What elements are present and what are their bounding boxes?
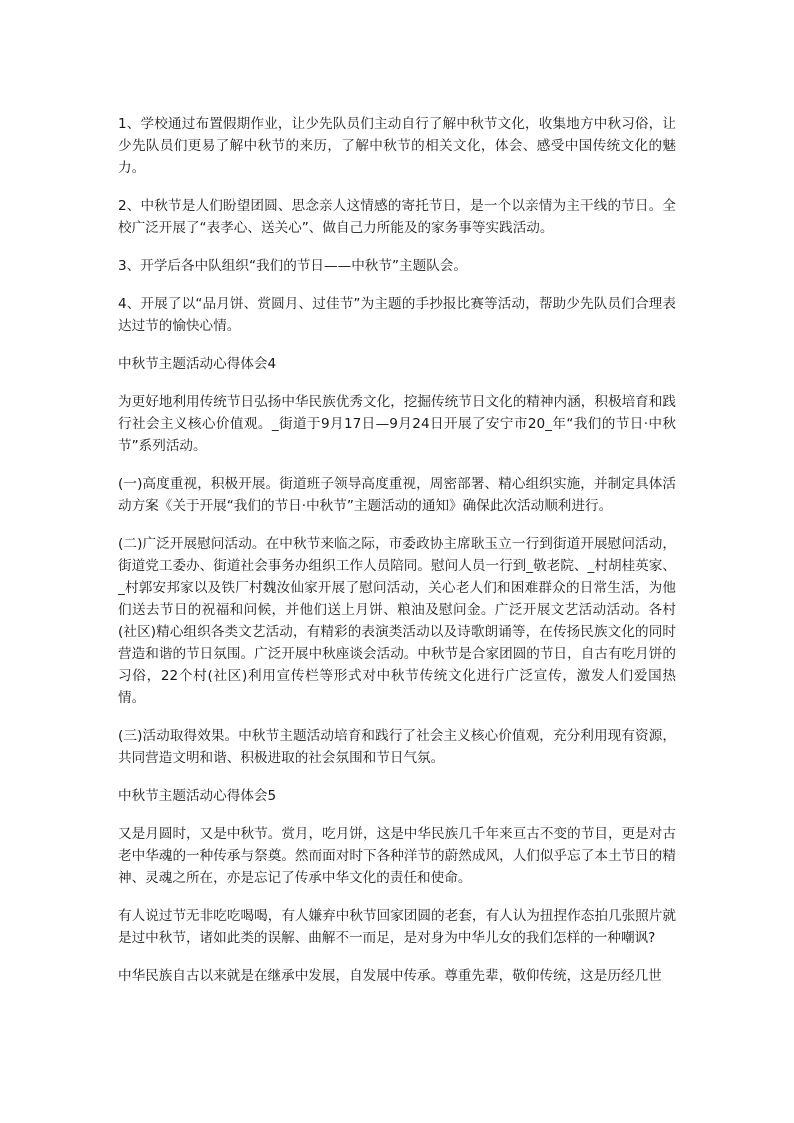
- document-body: [118, 113, 676, 1003]
- paragraph-5: 为更好地利用传统节日弘扬中华民族优秀文化，挖掘传统节日文化的精神内涵，积极培育和践行社会主义核心价值观。_街道于9月17日—9月24日开展了安宁市20_年“我们的节日·中秋节”系列活动。: [118, 394, 676, 454]
- paragraph-4: 4、开展了以“品月饼、赏圆月、过佳节”为主题的手抄报比赛等活动，帮助少先队员们合理表达过节的愉快心情。: [118, 296, 676, 334]
- section-heading-4: 中秋节主题活动心得体会4: [118, 356, 277, 372]
- paragraph-9: 又是月圆时，又是中秋节。赏月，吃月饼，这是中华民族几千年来亘古不变的节目，更是对古老中华魂的一种传承与祭奠。然而面对时下各种洋节的蔚然成风，人们似乎忘了本土节日的精神、灵魂之所在，亦是忘记了传承中华文化的责任和使命。: [118, 826, 676, 886]
- paragraph-7: (二)广泛开展慰问活动。在中秋节来临之际，市委政协主席耿玉立一行到街道开展慰问活动，街道党工委办、街道社会事务办组织工作人员陪同。慰问人员一行到_敬老院、_村胡桂英家、_村郭安邦家以及铁厂村魏汝仙家开展了慰问活动，关心老人们和困难群众的日常生活，为他们送去节日的祝福和问候，并他们送上月饼、粮油及慰问金。广泛开展文艺活动活动。各村(社区)精心组织各类文艺活动，有精彩的表演类活动以及诗歌朗诵等，在传扬民族文化的同时营造和谐的节日氛围。广泛开展中秋座谈会活动。中秋节是合家团圆的节日，自古有吃月饼的习俗，22个村(社区)利用宣传栏等形式对中秋节传统文化进行广泛宣传，激发人们爱国热情。: [118, 536, 676, 706]
- paragraph-1: 1、学校通过布置假期作业，让少先队员们主动自行了解中秋节文化，收集地方中秋习俗，让少先队员们更易了解中秋节的来历，了解中秋节的相关文化，体会、感受中国传统文化的魅力。: [118, 116, 676, 176]
- paragraph-11: 中华民族自古以来就是在继承中发展，自发展中传承。尊重先辈，敬仰传统，这是历经几世: [118, 968, 662, 984]
- paragraph-10: 有人说过节无非吃吃喝喝，有人嫌弃中秋节回家团圆的老套，有人认为扭捏作态拍几张照片就是过中秋节，诸如此类的误解、曲解不一而足，是对身为中华儿女的我们怎样的一种嘲讽?: [118, 908, 676, 946]
- paragraph-3: 3、开学后各中队组织“我们的节日——中秋节”主题队会。: [118, 258, 467, 274]
- paragraph-8: (三)活动取得效果。中秋节主题活动培育和践行了社会主义核心价值观，充分利用现有资源，共同营造文明和谐、积极进取的社会氛围和节日气氛。: [118, 728, 676, 766]
- paragraph-6: (一)高度重视，积极开展。街道班子领导高度重视，周密部署、精心组织实施，并制定具体活动方案《关于开展“我们的节日·中秋节”主题活动的通知》确保此次活动顺利进行。: [118, 476, 676, 514]
- section-heading-5: 中秋节主题活动心得体会5: [118, 788, 277, 804]
- paragraph-2: 2、中秋节是人们盼望团圆、思念亲人这情感的寄托节日，是一个以亲情为主干线的节日。全校广泛开展了“表孝心、送关心”、做自己力所能及的家务事等实践活动。: [118, 198, 676, 236]
